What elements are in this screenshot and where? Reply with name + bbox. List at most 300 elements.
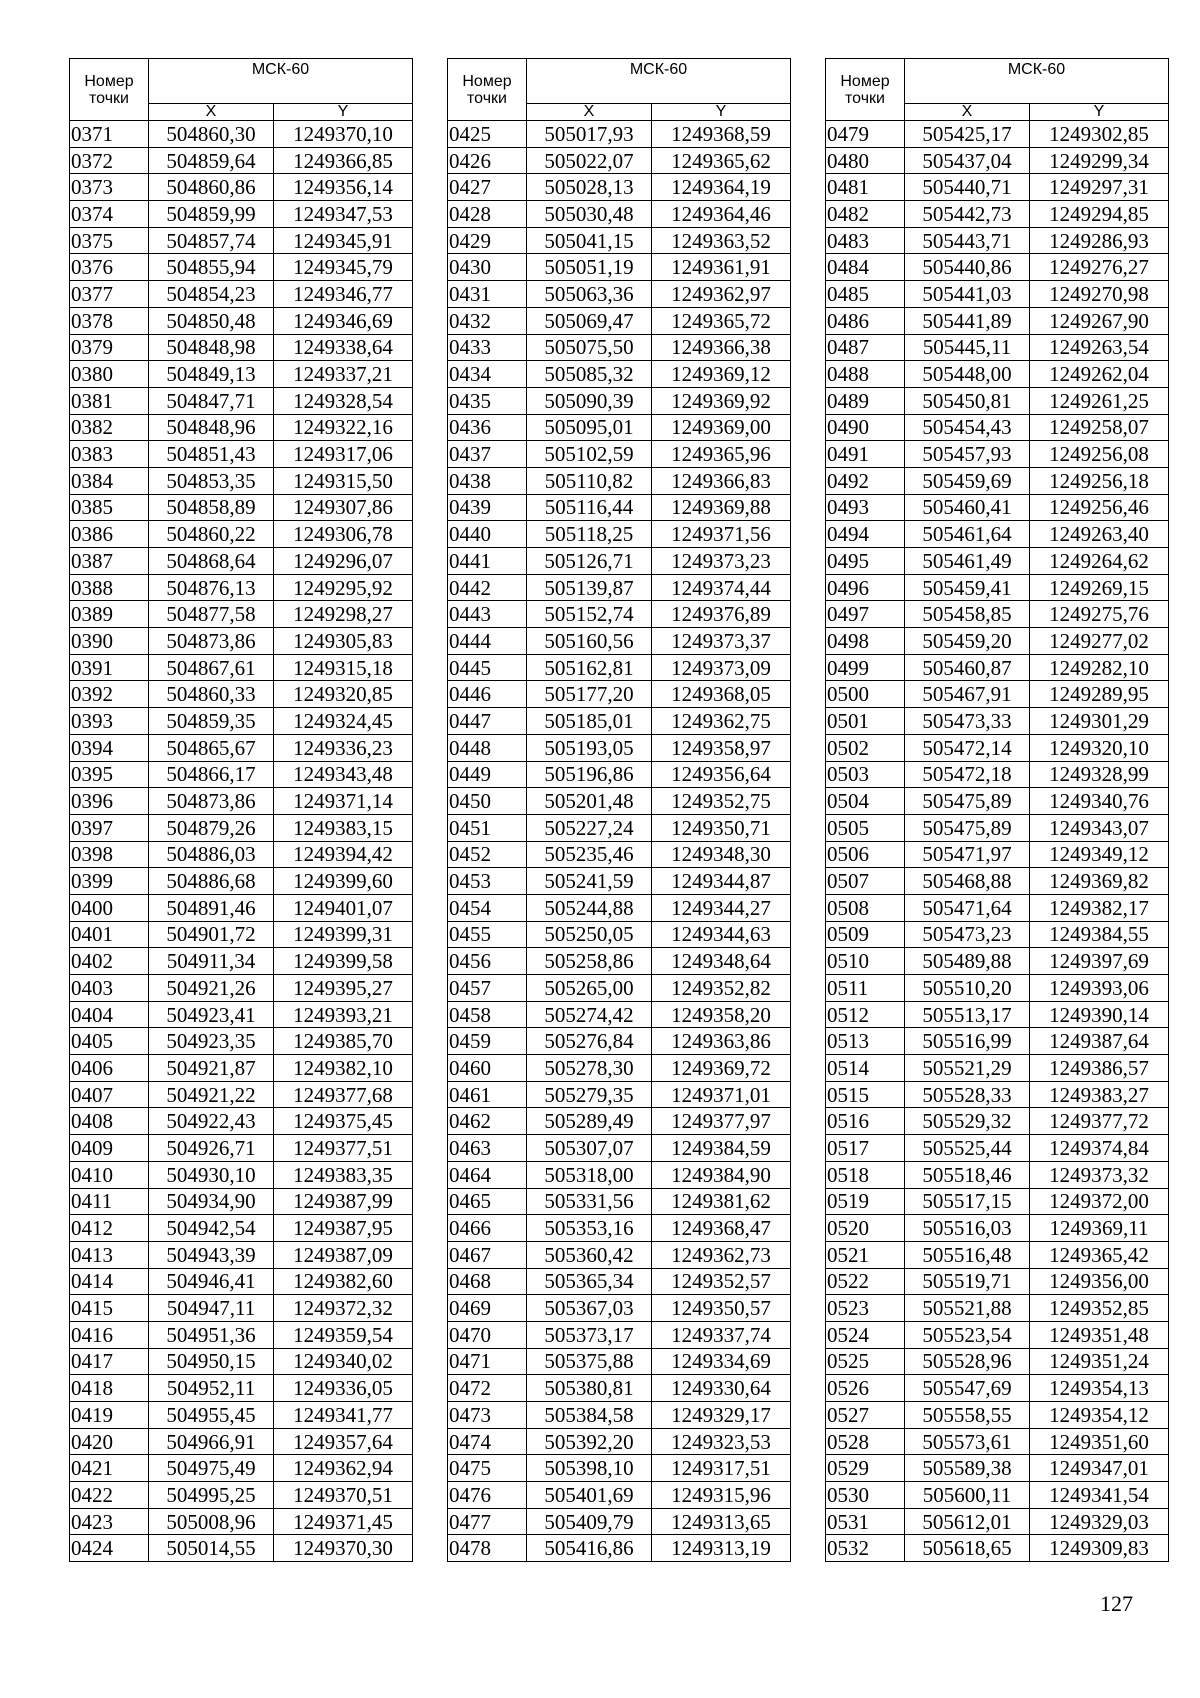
point-number-cell: 0403 — [70, 975, 149, 1002]
table-row — [448, 1402, 791, 1429]
x-coordinate-cell: 505473,23 — [905, 921, 1030, 948]
x-coordinate-cell: 504866,17 — [149, 761, 274, 788]
x-coordinate-cell: 505384,58 — [527, 1402, 652, 1429]
x-coordinate-cell: 505063,36 — [527, 281, 652, 308]
x-coordinate-cell: 505461,49 — [905, 548, 1030, 575]
table-row — [826, 1108, 1169, 1135]
x-coordinate-cell: 505450,81 — [905, 387, 1030, 414]
point-number-cell: 0526 — [826, 1375, 905, 1402]
table-row — [448, 1348, 791, 1375]
x-coordinate-cell: 505401,69 — [527, 1482, 652, 1509]
y-coordinate-cell: 1249384,90 — [652, 1161, 791, 1188]
point-number-cell: 0489 — [826, 387, 905, 414]
y-coordinate-cell: 1249359,54 — [274, 1321, 413, 1348]
y-coordinate-cell: 1249348,64 — [652, 948, 791, 975]
y-coordinate-cell: 1249369,11 — [1030, 1215, 1169, 1242]
coordinates-table-2 — [447, 58, 791, 1562]
table-row — [448, 1001, 791, 1028]
y-coordinate-cell: 1249384,55 — [1030, 921, 1169, 948]
point-number-cell: 0503 — [826, 761, 905, 788]
table-row — [70, 1402, 413, 1429]
point-number-cell: 0426 — [448, 147, 527, 174]
point-number-cell: 0451 — [448, 814, 527, 841]
y-coordinate-cell: 1249258,07 — [1030, 414, 1169, 441]
table-row — [70, 1321, 413, 1348]
coordinate-system-header: МСК-60 — [905, 59, 1169, 104]
table-row — [70, 1108, 413, 1135]
y-coordinate-cell: 1249362,73 — [652, 1241, 791, 1268]
x-coordinate-cell: 505227,24 — [527, 814, 652, 841]
point-number-cell: 0482 — [826, 201, 905, 228]
x-coordinate-cell: 505085,32 — [527, 361, 652, 388]
point-number-cell: 0496 — [826, 574, 905, 601]
x-coordinate-cell: 504921,22 — [149, 1081, 274, 1108]
coordinates-table-1 — [69, 58, 413, 1562]
x-coordinate-cell: 505468,88 — [905, 868, 1030, 895]
y-coordinate-cell: 1249350,71 — [652, 814, 791, 841]
x-coordinate-cell: 505380,81 — [527, 1375, 652, 1402]
x-coordinate-cell: 505139,87 — [527, 574, 652, 601]
table-row — [70, 734, 413, 761]
y-coordinate-cell: 1249297,31 — [1030, 174, 1169, 201]
table-row — [448, 1028, 791, 1055]
x-coordinate-cell: 505095,01 — [527, 414, 652, 441]
y-coordinate-cell: 1249320,10 — [1030, 734, 1169, 761]
coordinates-table-3 — [825, 58, 1169, 1562]
table-row — [826, 307, 1169, 334]
point-number-cell: 0522 — [826, 1268, 905, 1295]
y-coordinate-cell: 1249351,24 — [1030, 1348, 1169, 1375]
y-coordinate-cell: 1249382,60 — [274, 1268, 413, 1295]
table-row — [448, 1188, 791, 1215]
y-coordinate-cell: 1249365,42 — [1030, 1241, 1169, 1268]
table-row — [826, 1135, 1169, 1162]
x-coordinate-cell: 505110,82 — [527, 467, 652, 494]
y-coordinate-cell: 1249343,48 — [274, 761, 413, 788]
table-row — [826, 814, 1169, 841]
point-number-cell: 0420 — [70, 1428, 149, 1455]
y-coordinate-cell: 1249362,97 — [652, 281, 791, 308]
table-row — [70, 1028, 413, 1055]
y-coordinate-cell: 1249286,93 — [1030, 227, 1169, 254]
y-coordinate-cell: 1249397,69 — [1030, 948, 1169, 975]
x-coordinate-cell: 505244,88 — [527, 894, 652, 921]
table-row — [448, 948, 791, 975]
x-coordinate-cell: 505152,74 — [527, 601, 652, 628]
point-number-cell: 0441 — [448, 548, 527, 575]
x-coordinate-cell: 505041,15 — [527, 227, 652, 254]
x-coordinate-cell: 504860,30 — [149, 121, 274, 148]
y-coordinate-cell: 1249324,45 — [274, 708, 413, 735]
point-number-cell: 0480 — [826, 147, 905, 174]
point-number-cell: 0392 — [70, 681, 149, 708]
y-coordinate-cell: 1249365,62 — [652, 147, 791, 174]
point-number-cell: 0460 — [448, 1055, 527, 1082]
point-number-cell: 0396 — [70, 788, 149, 815]
table-row — [70, 681, 413, 708]
point-number-cell: 0378 — [70, 307, 149, 334]
point-number-cell: 0524 — [826, 1321, 905, 1348]
table-row — [70, 1081, 413, 1108]
y-coordinate-cell: 1249399,60 — [274, 868, 413, 895]
point-number-cell: 0486 — [826, 307, 905, 334]
x-coordinate-cell: 504934,90 — [149, 1188, 274, 1215]
y-coordinate-cell: 1249354,12 — [1030, 1402, 1169, 1429]
y-coordinate-cell: 1249305,83 — [274, 628, 413, 655]
point-number-cell: 0385 — [70, 494, 149, 521]
table-row — [448, 414, 791, 441]
x-coordinate-cell: 505443,71 — [905, 227, 1030, 254]
x-coordinate-cell: 505547,69 — [905, 1375, 1030, 1402]
y-coordinate-cell: 1249376,89 — [652, 601, 791, 628]
point-number-cell: 0507 — [826, 868, 905, 895]
x-coordinate-cell: 504891,46 — [149, 894, 274, 921]
table-row — [826, 147, 1169, 174]
y-coordinate-cell: 1249381,62 — [652, 1188, 791, 1215]
table-row — [826, 254, 1169, 281]
x-coordinate-cell: 505102,59 — [527, 441, 652, 468]
table-row — [448, 1535, 791, 1562]
point-number-cell: 0519 — [826, 1188, 905, 1215]
y-coordinate-cell: 1249315,50 — [274, 467, 413, 494]
point-number-cell: 0517 — [826, 1135, 905, 1162]
x-coordinate-cell: 505265,00 — [527, 975, 652, 1002]
y-coordinate-cell: 1249372,00 — [1030, 1188, 1169, 1215]
y-coordinate-cell: 1249264,62 — [1030, 548, 1169, 575]
y-coordinate-cell: 1249361,91 — [652, 254, 791, 281]
table-row — [448, 574, 791, 601]
y-coordinate-cell: 1249369,12 — [652, 361, 791, 388]
y-coordinate-cell: 1249383,35 — [274, 1161, 413, 1188]
table-row — [826, 1455, 1169, 1482]
x-header: X — [149, 104, 274, 121]
table-row — [448, 201, 791, 228]
point-number-cell: 0520 — [826, 1215, 905, 1242]
point-number-cell: 0525 — [826, 1348, 905, 1375]
x-coordinate-cell: 505022,07 — [527, 147, 652, 174]
table-row — [826, 281, 1169, 308]
x-coordinate-cell: 505014,55 — [149, 1535, 274, 1562]
table-row — [70, 441, 413, 468]
point-number-cell: 0500 — [826, 681, 905, 708]
x-coordinate-cell: 505177,20 — [527, 681, 652, 708]
point-number-cell: 0497 — [826, 601, 905, 628]
x-coordinate-cell: 504867,61 — [149, 654, 274, 681]
point-number-cell: 0464 — [448, 1161, 527, 1188]
x-coordinate-cell: 505513,17 — [905, 1001, 1030, 1028]
y-coordinate-cell: 1249387,64 — [1030, 1028, 1169, 1055]
x-coordinate-cell: 504975,49 — [149, 1455, 274, 1482]
y-coordinate-cell: 1249337,21 — [274, 361, 413, 388]
x-coordinate-cell: 504877,58 — [149, 601, 274, 628]
point-number-cell: 0456 — [448, 948, 527, 975]
y-coordinate-cell: 1249275,76 — [1030, 601, 1169, 628]
x-coordinate-cell: 505017,93 — [527, 121, 652, 148]
point-number-cell: 0501 — [826, 708, 905, 735]
table-row — [448, 1108, 791, 1135]
table-row — [826, 708, 1169, 735]
y-coordinate-cell: 1249352,82 — [652, 975, 791, 1002]
table-row — [70, 628, 413, 655]
x-coordinate-cell: 504923,35 — [149, 1028, 274, 1055]
y-coordinate-cell: 1249372,32 — [274, 1295, 413, 1322]
x-coordinate-cell: 504922,43 — [149, 1108, 274, 1135]
x-coordinate-cell: 504873,86 — [149, 628, 274, 655]
point-number-cell: 0372 — [70, 147, 149, 174]
y-coordinate-cell: 1249270,98 — [1030, 281, 1169, 308]
point-number-cell: 0394 — [70, 734, 149, 761]
x-coordinate-cell: 504926,71 — [149, 1135, 274, 1162]
x-coordinate-cell: 505460,87 — [905, 654, 1030, 681]
y-coordinate-cell: 1249330,64 — [652, 1375, 791, 1402]
table-row — [826, 387, 1169, 414]
table-row — [70, 414, 413, 441]
x-coordinate-cell: 505516,99 — [905, 1028, 1030, 1055]
point-number-cell: 0502 — [826, 734, 905, 761]
point-number-cell: 0383 — [70, 441, 149, 468]
y-coordinate-cell: 1249315,96 — [652, 1482, 791, 1509]
table-row — [826, 1508, 1169, 1535]
table-row — [70, 1161, 413, 1188]
table-row — [448, 174, 791, 201]
y-coordinate-cell: 1249365,72 — [652, 307, 791, 334]
table-row — [826, 361, 1169, 388]
table-row — [70, 1428, 413, 1455]
y-coordinate-cell: 1249309,83 — [1030, 1535, 1169, 1562]
point-number-cell: 0446 — [448, 681, 527, 708]
x-coordinate-cell: 505442,73 — [905, 201, 1030, 228]
table-row — [70, 1188, 413, 1215]
table-row — [448, 1135, 791, 1162]
table-row — [70, 548, 413, 575]
y-coordinate-cell: 1249294,85 — [1030, 201, 1169, 228]
y-coordinate-cell: 1249345,79 — [274, 254, 413, 281]
y-coordinate-cell: 1249256,46 — [1030, 494, 1169, 521]
y-coordinate-cell: 1249346,77 — [274, 281, 413, 308]
point-number-cell: 0419 — [70, 1402, 149, 1429]
y-coordinate-cell: 1249377,51 — [274, 1135, 413, 1162]
table-row — [448, 1321, 791, 1348]
point-number-cell: 0440 — [448, 521, 527, 548]
point-number-cell: 0439 — [448, 494, 527, 521]
x-coordinate-cell: 505030,48 — [527, 201, 652, 228]
table-row — [448, 1081, 791, 1108]
y-coordinate-cell: 1249358,20 — [652, 1001, 791, 1028]
y-coordinate-cell: 1249369,88 — [652, 494, 791, 521]
y-coordinate-cell: 1249352,75 — [652, 788, 791, 815]
table-row — [448, 1055, 791, 1082]
table-row — [448, 681, 791, 708]
x-coordinate-cell: 505367,03 — [527, 1295, 652, 1322]
table-row — [826, 1295, 1169, 1322]
y-coordinate-cell: 1249328,99 — [1030, 761, 1169, 788]
table-row — [448, 548, 791, 575]
table-row — [448, 814, 791, 841]
point-number-cell: 0481 — [826, 174, 905, 201]
point-number-cell: 0384 — [70, 467, 149, 494]
x-coordinate-cell: 505276,84 — [527, 1028, 652, 1055]
table-row — [448, 227, 791, 254]
point-number-cell: 0495 — [826, 548, 905, 575]
table-row — [70, 975, 413, 1002]
point-number-cell: 0398 — [70, 841, 149, 868]
y-coordinate-cell: 1249387,09 — [274, 1241, 413, 1268]
table-row — [448, 1295, 791, 1322]
x-coordinate-cell: 505279,35 — [527, 1081, 652, 1108]
y-coordinate-cell: 1249341,54 — [1030, 1482, 1169, 1509]
y-coordinate-cell: 1249348,30 — [652, 841, 791, 868]
table-row — [70, 1215, 413, 1242]
x-coordinate-cell: 504921,26 — [149, 975, 274, 1002]
y-coordinate-cell: 1249384,59 — [652, 1135, 791, 1162]
y-coordinate-cell: 1249267,90 — [1030, 307, 1169, 334]
point-number-cell: 0455 — [448, 921, 527, 948]
x-coordinate-cell: 505521,29 — [905, 1055, 1030, 1082]
y-coordinate-cell: 1249322,16 — [274, 414, 413, 441]
point-number-cell: 0376 — [70, 254, 149, 281]
y-coordinate-cell: 1249351,48 — [1030, 1321, 1169, 1348]
y-coordinate-cell: 1249368,47 — [652, 1215, 791, 1242]
y-coordinate-cell: 1249387,95 — [274, 1215, 413, 1242]
point-number-cell: 0516 — [826, 1108, 905, 1135]
table-row — [70, 307, 413, 334]
y-coordinate-cell: 1249256,08 — [1030, 441, 1169, 468]
x-coordinate-cell: 505529,32 — [905, 1108, 1030, 1135]
table-row — [70, 948, 413, 975]
x-header: X — [905, 104, 1030, 121]
point-number-cell: 0406 — [70, 1055, 149, 1082]
table-row — [448, 894, 791, 921]
y-coordinate-cell: 1249347,01 — [1030, 1455, 1169, 1482]
y-coordinate-cell: 1249306,78 — [274, 521, 413, 548]
table-row — [70, 654, 413, 681]
table-row — [826, 1268, 1169, 1295]
y-coordinate-cell: 1249365,96 — [652, 441, 791, 468]
table-row — [826, 761, 1169, 788]
x-coordinate-cell: 504868,64 — [149, 548, 274, 575]
point-number-cell: 0471 — [448, 1348, 527, 1375]
point-number-cell: 0421 — [70, 1455, 149, 1482]
x-coordinate-cell: 505472,14 — [905, 734, 1030, 761]
y-coordinate-cell: 1249371,01 — [652, 1081, 791, 1108]
point-number-cell: 0532 — [826, 1535, 905, 1562]
table-row — [70, 1268, 413, 1295]
table-row — [70, 334, 413, 361]
x-coordinate-cell: 505516,48 — [905, 1241, 1030, 1268]
y-coordinate-cell: 1249351,60 — [1030, 1428, 1169, 1455]
x-coordinate-cell: 505475,89 — [905, 814, 1030, 841]
x-coordinate-cell: 504886,03 — [149, 841, 274, 868]
table-row — [826, 654, 1169, 681]
y-coordinate-cell: 1249382,10 — [274, 1055, 413, 1082]
y-coordinate-cell: 1249346,69 — [274, 307, 413, 334]
x-coordinate-cell: 504952,11 — [149, 1375, 274, 1402]
table-row — [70, 201, 413, 228]
y-coordinate-cell: 1249395,27 — [274, 975, 413, 1002]
x-coordinate-cell: 505473,33 — [905, 708, 1030, 735]
y-coordinate-cell: 1249393,06 — [1030, 975, 1169, 1002]
point-number-cell: 0375 — [70, 227, 149, 254]
y-coordinate-cell: 1249364,19 — [652, 174, 791, 201]
point-number-cell: 0466 — [448, 1215, 527, 1242]
y-coordinate-cell: 1249366,83 — [652, 467, 791, 494]
x-coordinate-cell: 504942,54 — [149, 1215, 274, 1242]
table-row — [70, 387, 413, 414]
point-number-cell: 0435 — [448, 387, 527, 414]
point-number-cell: 0400 — [70, 894, 149, 921]
table-row — [70, 574, 413, 601]
y-coordinate-cell: 1249356,64 — [652, 761, 791, 788]
table-row — [826, 921, 1169, 948]
point-number-cell: 0492 — [826, 467, 905, 494]
table-row — [826, 1055, 1169, 1082]
y-coordinate-cell: 1249393,21 — [274, 1001, 413, 1028]
table-row — [70, 227, 413, 254]
point-number-cell: 0491 — [826, 441, 905, 468]
point-number-cell: 0467 — [448, 1241, 527, 1268]
table-row — [70, 1348, 413, 1375]
y-coordinate-cell: 1249371,14 — [274, 788, 413, 815]
table-row — [826, 628, 1169, 655]
point-number-cell: 0457 — [448, 975, 527, 1002]
point-number-cell: 0484 — [826, 254, 905, 281]
x-coordinate-cell: 505118,25 — [527, 521, 652, 548]
y-coordinate-cell: 1249334,69 — [652, 1348, 791, 1375]
y-coordinate-cell: 1249262,04 — [1030, 361, 1169, 388]
table-row — [70, 1241, 413, 1268]
y-coordinate-cell: 1249363,52 — [652, 227, 791, 254]
y-coordinate-cell: 1249317,06 — [274, 441, 413, 468]
x-coordinate-cell: 504901,72 — [149, 921, 274, 948]
x-coordinate-cell: 504995,25 — [149, 1482, 274, 1509]
table-row — [448, 361, 791, 388]
point-number-cell: 0490 — [826, 414, 905, 441]
point-number-cell: 0436 — [448, 414, 527, 441]
table-row — [826, 441, 1169, 468]
point-number-cell: 0470 — [448, 1321, 527, 1348]
point-number-cell: 0498 — [826, 628, 905, 655]
x-coordinate-cell: 505373,17 — [527, 1321, 652, 1348]
y-coordinate-cell: 1249377,68 — [274, 1081, 413, 1108]
y-coordinate-cell: 1249370,30 — [274, 1535, 413, 1562]
y-coordinate-cell: 1249373,37 — [652, 628, 791, 655]
x-coordinate-cell: 504848,96 — [149, 414, 274, 441]
x-coordinate-cell: 505193,05 — [527, 734, 652, 761]
table-row — [70, 868, 413, 895]
point-number-cell: 0433 — [448, 334, 527, 361]
x-coordinate-cell: 504930,10 — [149, 1161, 274, 1188]
y-coordinate-cell: 1249340,02 — [274, 1348, 413, 1375]
point-number-cell: 0462 — [448, 1108, 527, 1135]
table-row — [826, 1241, 1169, 1268]
x-coordinate-cell: 505274,42 — [527, 1001, 652, 1028]
table-row — [70, 1482, 413, 1509]
y-coordinate-cell: 1249387,99 — [274, 1188, 413, 1215]
x-coordinate-cell: 505331,56 — [527, 1188, 652, 1215]
y-coordinate-cell: 1249328,54 — [274, 387, 413, 414]
point-number-cell: 0382 — [70, 414, 149, 441]
table-row — [448, 1268, 791, 1295]
table-row — [448, 1161, 791, 1188]
table-row — [448, 307, 791, 334]
point-number-cell: 0427 — [448, 174, 527, 201]
x-coordinate-cell: 505528,96 — [905, 1348, 1030, 1375]
table-row — [70, 1001, 413, 1028]
table-row — [448, 281, 791, 308]
y-coordinate-cell: 1249377,72 — [1030, 1108, 1169, 1135]
table-row — [70, 281, 413, 308]
point-number-cell: 0414 — [70, 1268, 149, 1295]
